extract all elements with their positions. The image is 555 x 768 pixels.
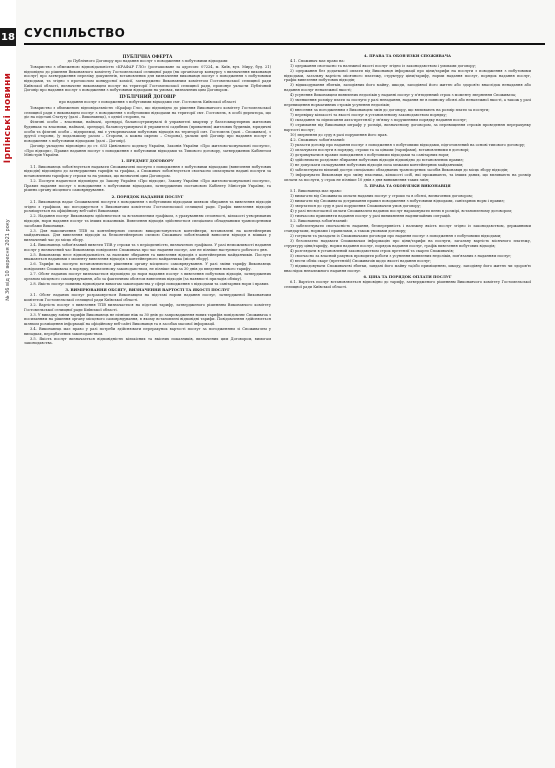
paragraph: 4) розглядати в установлений законодавством строк претензії та скарги Споживачів; bbox=[290, 248, 454, 253]
paragraph: 3.1. Обсяг наданих послуг розраховується Виконавцем на підставі норми надання послуг, затвердженої Виконавчим комітетом Гостомельської селищної ради Київської області. bbox=[24, 293, 271, 302]
paragraph: 2) готувати та укладати із Споживачами договори про надання послуг з поводження з побутовими відходами; bbox=[290, 234, 502, 239]
paragraph: 4.2. Споживач зобов'язаний: bbox=[290, 137, 345, 142]
paragraph: 3) безоплатно надавати Споживачам інформацію про ціни/тарифи на послуги, загальну вартість місячного платежу, структуру ціни/тарифу, норми надання послуг, порядок надання послуг, графік вивезення побутових відходів; bbox=[284, 239, 531, 248]
paragraph: 3.2. Вартість послуг з вивезення ТПВ визначається на підставі тарифу, затвердженого рішенням Виконавчого комітету Гостомельської селищної ради Київської області. bbox=[24, 302, 271, 312]
paragraph: 2.5. Виконавець несе відповідальність за належне збирання та вивезення відходів з контейнерних майданчиків. Послуги вважаються наданими з моменту вивезення відходів з контейнерного майданчика (місця збору). bbox=[24, 252, 271, 262]
paragraph: 2.1. Виконавець надає Споживачеві послуги з поводження з побутовими відходами шляхом збирання та вивезення відходів згідно з графіком, що погоджується з Виконавчим комітетом Гостомельської селищної ради. Графік вивезення відходів розміщується на офіційному веб-сайті Виконавця. bbox=[24, 199, 271, 214]
paragraph: 5.2. Виконавець зобов'язаний: bbox=[290, 219, 348, 224]
paragraph: 1) забезпечувати своєчасність надання, безперервність і належну якість послуг згідно із законодавством, державними стандартами, нормами і правилами, а також умовами договору; bbox=[284, 224, 531, 234]
paragraph: 3) відшкодування збитків, заподіяних його майну, шкоди, заподіяної його життю або здоров'ю внаслідок ненадання або надання послуг неналежної якості; bbox=[284, 83, 531, 92]
paragraph: 4) у разі несвоєчасної оплати Споживачем наданих послуг нараховувати пеню в розмірі, встановленому договором; bbox=[290, 209, 513, 214]
paragraph: 2.7. Обсяг наданих послуг визначається відповідно до норм надання послуг з вивезення побутових відходів, затверджених органом місцевого самоврядування, або за фактичним обсягом вивезених відходів (за наявності приладів обліку). bbox=[24, 272, 271, 281]
paragraph: Товариство з обмеженою відповідальністю «Крафар Гло», що відповідно до рішення Виконавчого комітету Гостомельської селищної ради є виконавцем послуг з поводження з побутовими відходами на території смт. Гостомель, в особі директора, що діє на підставі Статуту (далі – Виконавець), з однієї сторони, та bbox=[24, 105, 271, 120]
offer-subtitle: до Публічного Договору про надання послуг з поводження з побутовими відходами bbox=[67, 59, 228, 64]
newspaper-logo: Ірпінські новини bbox=[3, 72, 13, 164]
paragraph: 4) здійснювати роздільне збирання побутових відходів відповідно до встановлених правил; bbox=[290, 157, 464, 162]
paragraph: 4) усунення Виконавцем виявлених недоліків у наданні послуг у п'ятиденний строк з моменту звернення Споживача; bbox=[290, 93, 517, 97]
paragraph: 1) вимагати від Споживача оплати наданих послуг у строки та в обсязі, визначених договором; bbox=[290, 194, 473, 199]
issue-info: № 36 від 10 вересня 2021 року bbox=[5, 219, 11, 301]
section-heading: 5. ПРАВА ТА ОБОВ'ЯЗКИ ВИКОНАВЦЯ bbox=[364, 183, 451, 188]
page-number: 18 bbox=[0, 28, 16, 46]
paragraph: 7) інформувати Виконавця про зміну власника, кількості осіб, які проживають, та інших даних, що впливають на розмір оплати за послуги, у строк не пізніше 10 днів з дня виникнення таких змін; bbox=[284, 172, 531, 182]
paragraph: 6) забезпечувати вільний доступ спеціально обладнаних транспортних засобів Виконавця до місць збору відходів; bbox=[290, 167, 509, 172]
paragraph: 2.2. Надання послуг Виконавцем здійснюється за встановленим графіком, з урахуванням сезонності, кількості утворюваних відходів, норм надання послуг та інших показників. Вивезення відходів здійснюється спеціально обладнаними транспортними засобами Виконавця. bbox=[24, 214, 271, 228]
paragraph: 2.6. Тарифи на послуги встановлюються рішенням органу місцевого самоврядування. У разі зміни тарифу Виконавець повідомляє Споживача в порядку, визначеному законодавством, не пізніше ніж за 30 днів до введення нового тарифу. bbox=[24, 262, 271, 271]
paragraph: 5) тимчасово припиняти надання послуг у разі виникнення надзвичайних ситуацій. bbox=[290, 214, 451, 219]
paragraph: 1.2. Послуги надаються відповідно до Закону України «Про відходи», Закону України «Про житлово-комунальні послуги», Правил надання послуг з поводження з побутовими відходами, затверджених постановою Кабінету Міністрів України, та рішень органу місцевого самоврядування. bbox=[24, 179, 271, 193]
paragraph: 5) зменшення розміру плати за послуги у разі ненадання, надання не в повному обсязі або неналежної якості, а також у разі перевищення нормативних строків усунення недоліків; bbox=[284, 98, 531, 107]
paragraph: 2) оплачувати послуги в порядку, строки та за цінами (тарифами), встановленими в договорі; bbox=[290, 147, 470, 152]
header-rule bbox=[24, 43, 545, 45]
contract-subtitle: про надання послуг з поводження з побутовими відходами смт. Гостомель Київської області bbox=[59, 100, 236, 105]
paragraph: 2.8. Якість послуг повинна відповідати вимогам законодавства у сфері поводження з відходами та санітарних норм і правил. bbox=[30, 281, 270, 286]
offer-title: ПУБЛІЧНА ОФЕРТА bbox=[122, 53, 173, 59]
section-header bbox=[24, 26, 545, 44]
section-heading: 4. ПРАВА ТА ОБОВ'ЯЗКИ СПОЖИВАЧА bbox=[363, 53, 452, 58]
section-heading: 2. ПОРЯДОК НАДАННЯ ПОСЛУГ bbox=[111, 194, 184, 199]
paragraph: 1) укласти договір про надання послуг з поводження з побутовими відходами, підготовлений на основі типового договору; bbox=[290, 142, 526, 147]
paragraph: 3.5. Якість послуг визначається відповідністю кількісних та якісних показників, визначених цим Договором, вимогам законодавства. bbox=[24, 336, 271, 346]
paragraph: 6.1. Вартість послуг встановлюється відповідно до тарифу, затвердженого рішенням Виконавчого комітету Гостомельської селищної ради Київської області. bbox=[284, 280, 531, 289]
paragraph: 2) вимагати від Споживача дотримання правил поводження з побутовими відходами, санітарних норм і правил; bbox=[290, 199, 505, 204]
paragraph: 8) складання та підписання акта-претензії у зв'язку з порушенням порядку надання послуг; bbox=[290, 117, 468, 122]
paragraph: 5) своєчасно за власний рахунок проводити роботи з усунення виявлених недоліків, пов'язаних з наданням послуг; bbox=[290, 253, 512, 258]
section-heading: 6. ЦІНА ТА ПОРЯДОК ОПЛАТИ ПОСЛУГ bbox=[363, 274, 452, 279]
paragraph: 5.1. Виконавець має право: bbox=[290, 189, 342, 194]
paragraph: 2) одержання без додаткової оплати від Виконавця інформації про ціни/тарифи на послуги з поводження з побутовими відходами, загальну вартість місячного платежу, структуру ціни/тарифу, норми надання послуг, порядок надання послуг, графік вивезення побутових відходів; bbox=[284, 68, 531, 83]
paragraph: 2.3. Для накопичення ТПВ за контейнерною схемою використовуються контейнери, встановлені на контейнерних майданчиках. Для вивезення відходів за безконтейнерною схемою Споживач зобов'язаний виносити відходи в мішках у визначений час до місць збору. bbox=[24, 228, 271, 242]
section-heading: 3. ВИМІРЮВАННЯ ОБСЯГУ, ВИЗНАЧЕННЯ ВАРТОСТІ ТА ЯКОСТІ ПОСЛУГ bbox=[65, 288, 230, 292]
contract-title: ПУБЛІЧНИЙ ДОГОВІР bbox=[119, 94, 176, 100]
paragraph: Фізичні особи – власники, наймачі, орендарі, балансоутримувачі й управителі квартир у багатоквартирних житлових будинках та власники, наймачі, орендарі, балансоутримувачі й управителі садибних (приватних) житлових будинків, юридичні особи та фізичні особи – підприємці, які є утворювачами побутових відходів на території смт. Гостомель (далі – Споживач), з другої сторони, (у подальшому разом – Сторони, а кожна окремо – Сторона), уклали цей Договір про надання послуг з поводження з побутовими відходами (далі – Договір). bbox=[24, 120, 271, 143]
paragraph: 9) отримання від Виконавця штрафу у розмірі, визначеному договором, за перевищення строків проведення перерахунку вартості послуг; bbox=[284, 122, 531, 132]
paragraph: 3) дотримуватися правил поводження з побутовими відходами та санітарних норм; bbox=[290, 152, 450, 157]
paragraph: 7) відшкодовувати Споживачеві збитки, завдані його майну та/або приміщенню, шкоду, заподіяну його життю чи здоров'ю внаслідок неналежного надання послуг. bbox=[284, 264, 531, 273]
paragraph: 10) звернення до суду в разі порушення його прав. bbox=[290, 132, 388, 137]
paragraph: 6) внесення за погодженням з Виконавцем змін до договору, що впливають на розмір плати за послуги; bbox=[290, 107, 490, 112]
paragraph: 3) звертатися до суду в разі порушення Споживачем умов договору; bbox=[290, 204, 421, 209]
paragraph: 2.4. Виконавець зобов'язаний вивезти ТПВ у строки та з періодичністю, визначеною графіком. У разі неможливості надання послуг у визначений час Виконавець повідомляє Споживача про час надання послуг, але не пізніше наступного робочого дня. bbox=[24, 242, 271, 252]
left-column bbox=[24, 52, 271, 346]
right-column bbox=[284, 52, 531, 290]
paragraph: Договір укладено відповідно до ст. 633 Цивільного кодексу України, Законів України «Про житлово-комунальні послуги», «Про відходи», Правил надання послуг з поводження з побутовими відходами та Типового договору, затверджених Кабінетом Міністрів України. bbox=[24, 143, 271, 158]
paragraph: 1.1. Виконавець зобов'язується надавати Споживачеві послуги з поводження з побутовими відходами (вивезення побутових відходів) відповідно до затверджених тарифів та графіка, а Споживач зобов'язується своєчасно оплачувати надані послуги за встановленим тарифом у строки та на умовах, що визначені цим Договором. bbox=[24, 164, 271, 178]
paragraph: 1) одержання своєчасно та належної якості послуг згідно із законодавством і умовами договору; bbox=[290, 63, 476, 68]
paragraph: Товариство з обмеженою відповідальністю «КРАФАР ГЛО» (розташоване за адресою: 07224, м. Київ, вул. Миру, буд. 21) відповідно до рішення Виконавчого комітету Гостомельської селищної ради (як організатор конкурсу з визначення виконавця послуг) про затвердження переліку документів, встановлених для визначення виконавця послуг з поводження з побутовими відходами, та згідно з протоколом конкурсної комісії, затверджено Виконавчим комітетом Гостомельської селищної ради Київської області, визначене виконавцем послуг на території Гостомельської селищної ради, пропонує укласти Публічний Договір про надання послуг з поводження з побутовими відходами на умовах, визначених цим Договором. bbox=[24, 64, 271, 93]
section-title: СУСПІЛЬСТВО bbox=[24, 26, 126, 40]
paragraph: 3.3. У випадку зміни тарифів Виконавець не пізніше ніж за 30 днів до запровадження нових тарифів повідомляє Споживача з посиланням на рішення органу місцевого самоврядування, в якому встановлені відповідні тарифи. Повідомлення здійснюється шляхом розміщення інформації на офіційному веб-сайті Виконавця та в засобах масової інформації. bbox=[24, 312, 271, 326]
paragraph: 5) не допускати складування побутових відходів поза межами контейнерних майданчиків; bbox=[290, 162, 464, 167]
section-heading: 1. ПРЕДМЕТ ДОГОВОРУ bbox=[121, 159, 174, 164]
paragraph: 3.4. Виконавець має право у разі потреби здійснювати перерахунок вартості послуг за погодженням зі Споживачем у випадках, передбачених законодавством. bbox=[24, 327, 271, 336]
paragraph: 7) перевірку кількості та якості послуг в установленому законодавством порядку; bbox=[290, 112, 447, 117]
paragraph: 4.1. Споживач має право на: bbox=[290, 58, 345, 63]
paragraph: 6) вести облік скарг (претензій) Споживачів щодо якості надання послуг; bbox=[290, 259, 432, 263]
